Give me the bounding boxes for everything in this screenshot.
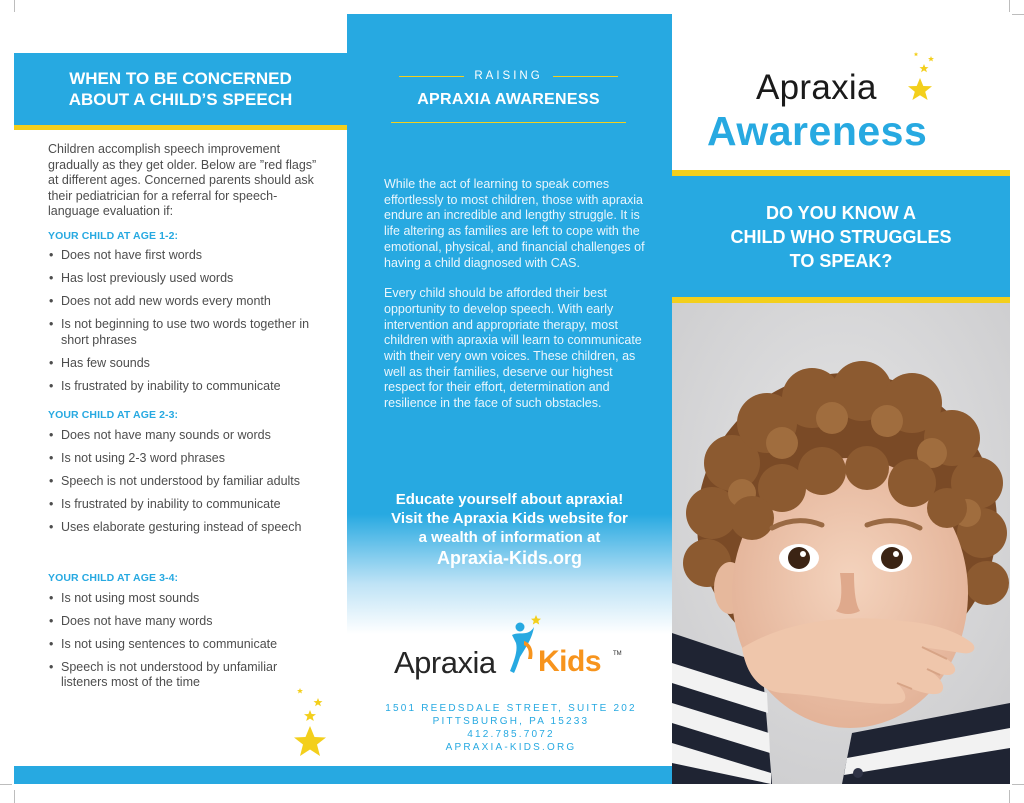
list-item: • Speech is not understood by familiar adults — [48, 474, 323, 490]
age-heading-2-3: YOUR CHILD AT AGE 2-3: — [48, 409, 179, 421]
logo-word-kids: Kids — [538, 645, 602, 678]
middle-body-text — [384, 177, 646, 427]
list-item: • Is not beginning to use two words together in short phrases — [48, 317, 323, 348]
crop-mark — [1012, 14, 1024, 15]
list-item: • Has few sounds — [48, 356, 323, 372]
paragraph: While the act of learning to speak comes effortlessly to most children, those with apraxia endure an incredible and lengthy struggle. It is life altering as families are left to cope with the emotional, physical, and financial challenges of having a child diagnosed with CAS. — [384, 177, 645, 270]
left-header-line1: WHEN TO BE CONCERNED — [69, 69, 292, 88]
cta-line: Educate yourself about apraxia! — [395, 491, 624, 508]
question-line: TO SPEAK? — [789, 250, 893, 271]
paragraph: Every child should be afforded their best opportunity to develop speech. With early intervention and appropriate therapy, most children with apraxia will learn to communicate with their very own voices. These children, as well as their families, deserve our highest respect for their effort, determination and resilience in the face of such obstacles. — [384, 286, 642, 411]
crop-mark — [1009, 0, 1010, 12]
crop-mark — [0, 784, 12, 785]
star-icon — [304, 710, 316, 721]
logo-trademark: TM — [613, 651, 622, 657]
divider — [553, 76, 618, 77]
raising-label: RAISING — [474, 70, 543, 82]
red-flags-list-3-4 — [48, 591, 323, 691]
list-item: • Is not using 2-3 word phrases — [48, 451, 323, 467]
star-icon — [294, 726, 326, 756]
age-heading-3-4: YOUR CHILD AT AGE 3-4: — [48, 572, 179, 584]
address-website[interactable]: APRAXIA-KIDS.ORG — [445, 742, 577, 753]
intro-text: Children accomplish speech improvement gradually as they get older. Below are ”red flags” at different ages. Concerned parents should ask their pediatrician for a referral for speech-language evaluation if: — [48, 142, 317, 218]
call-to-action — [372, 490, 647, 568]
raising-label-row — [391, 70, 626, 82]
list-item: • Has lost previously used words — [48, 271, 323, 287]
list-item: • Does not add new words every month — [48, 294, 323, 310]
star-icon — [908, 78, 932, 100]
star-icon — [928, 56, 934, 62]
apraxia-kids-logo — [394, 621, 624, 691]
divider — [399, 76, 464, 77]
list-item: • Is not using most sounds — [48, 591, 323, 607]
child-photo — [672, 303, 1010, 784]
red-flags-list-2-3 — [48, 428, 323, 536]
red-flags-list-1-2 — [48, 248, 323, 394]
contact-address — [372, 702, 650, 754]
crop-mark — [14, 790, 15, 803]
star-cluster-icon — [904, 50, 940, 110]
bottom-bar — [14, 766, 672, 784]
cta-line: Visit the Apraxia Kids website for — [391, 510, 628, 527]
crop-mark — [1009, 790, 1010, 803]
address-street: 1501 REEDSDALE STREET, SUITE 202 — [385, 703, 637, 714]
question-line: CHILD WHO STRUGGLES — [730, 226, 952, 247]
left-panel-body — [48, 142, 323, 705]
list-item: • Is not using sentences to communicate — [48, 637, 323, 653]
star-cluster-icon — [288, 686, 336, 762]
star-icon — [297, 688, 303, 694]
list-item: • Does not have first words — [48, 248, 323, 264]
divider — [391, 122, 626, 123]
website-link[interactable]: Apraxia-Kids.org — [436, 548, 583, 568]
list-item: • Is frustrated by inability to communicate — [48, 379, 323, 395]
child-covering-mouth-illustration — [672, 303, 1010, 784]
age-heading-1-2: YOUR CHILD AT AGE 1-2: — [48, 229, 179, 242]
address-city: PITTSBURGH, PA 15233 — [432, 716, 590, 727]
list-item: • Speech is not understood by unfamiliar listeners most of the time — [48, 660, 323, 691]
list-item: • Uses elaborate gesturing instead of speech — [48, 520, 323, 536]
crop-mark — [14, 0, 15, 12]
cover-title-apraxia: Apraxia — [756, 68, 877, 107]
list-item: • Does not have many sounds or words — [48, 428, 323, 444]
cover-question-banner — [672, 170, 1010, 303]
star-icon — [314, 698, 323, 706]
list-item: • Is frustrated by inability to communicate — [48, 497, 323, 513]
middle-panel-title: APRAXIA AWARENESS — [417, 91, 600, 108]
list-item: • Does not have many words — [48, 614, 323, 630]
cover-title-awareness: Awareness — [707, 108, 928, 154]
left-panel-header — [14, 53, 347, 130]
section-spacer — [48, 549, 323, 569]
left-header-line2: ABOUT A CHILD’S SPEECH — [68, 90, 293, 109]
star-icon — [920, 64, 929, 72]
cta-line: a wealth of information at — [418, 529, 601, 546]
address-phone[interactable]: 412.785.7072 — [467, 729, 555, 740]
question-line: DO YOU KNOW A — [765, 202, 916, 223]
logo-word-apraxia: Apraxia — [394, 645, 496, 680]
crop-mark — [1012, 784, 1024, 785]
star-icon — [914, 52, 918, 56]
